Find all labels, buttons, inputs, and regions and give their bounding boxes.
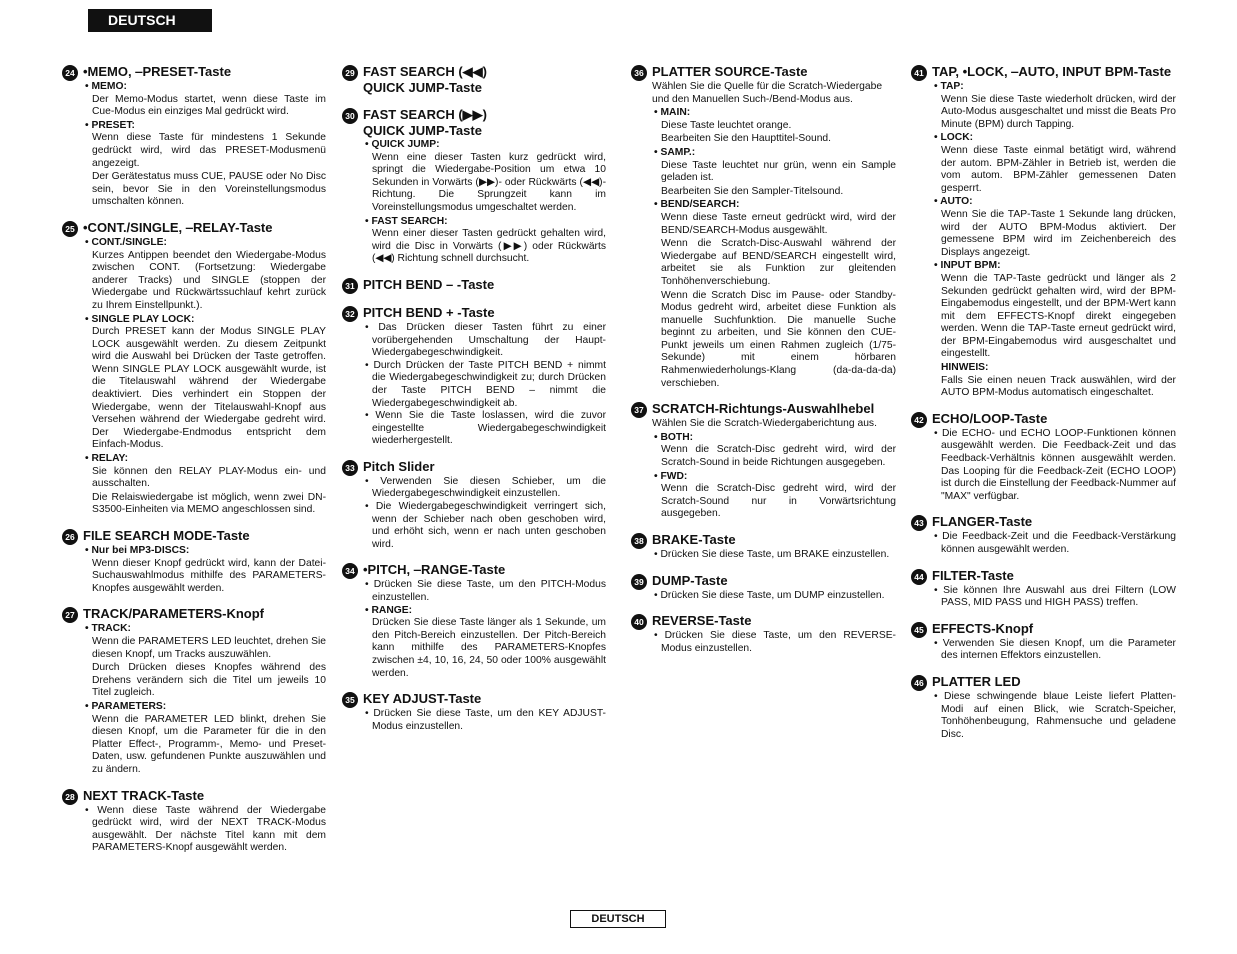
section-title-line: DUMP-Taste bbox=[652, 572, 728, 588]
bullet-item: • Drücken Sie diese Taste, um DUMP einzustellen. bbox=[652, 590, 896, 603]
circled-number-icon: 33 bbox=[342, 460, 358, 476]
footer-language-label: DEUTSCH bbox=[570, 910, 666, 928]
section-title bbox=[652, 64, 896, 80]
column-4 bbox=[911, 64, 1176, 752]
section-title bbox=[932, 568, 1176, 584]
section-title bbox=[83, 788, 326, 804]
section-body bbox=[342, 579, 606, 680]
section-heading bbox=[62, 64, 326, 81]
section-heading bbox=[62, 528, 326, 545]
section-title-line: FLANGER-Taste bbox=[932, 514, 1033, 530]
section-title bbox=[652, 401, 896, 417]
term-label: • AUTO: bbox=[932, 196, 1176, 209]
section-title-line: PITCH BEND – -Taste bbox=[363, 276, 495, 292]
section-title bbox=[932, 621, 1176, 637]
description-text: Diese Taste leuchtet orange. bbox=[661, 119, 792, 131]
circled-number-icon: 31 bbox=[342, 278, 358, 294]
section-40 bbox=[631, 613, 896, 655]
section-heading bbox=[342, 562, 606, 579]
circled-number-icon: 40 bbox=[631, 614, 647, 630]
description-text: Drücken Sie diese Taste länger als 1 Sekunde, um den Pitch-Bereich einzustellen. Der Pitch-Bereich kann mithilfe des PARAMETERS-Knopfes zwischen ±4, 10, 16, 24, 50 oder 100% ausgewählt werden. bbox=[372, 617, 606, 679]
bullet-item: • Drücken Sie diese Taste, um BRAKE einzustellen. bbox=[652, 549, 896, 562]
section-24 bbox=[62, 64, 326, 209]
section-title bbox=[932, 674, 1176, 690]
section-heading bbox=[342, 107, 606, 139]
section-title-line: TRACK/PARAMETERS-Knopf bbox=[83, 606, 265, 622]
section-heading bbox=[631, 613, 896, 630]
section-heading bbox=[911, 674, 1176, 691]
section-30 bbox=[342, 107, 606, 266]
section-34 bbox=[342, 562, 606, 680]
section-41 bbox=[911, 64, 1176, 400]
description-text: Wenn diese Taste einmal betätigt wird, während der autom. BPM-Zähler in Betrieb ist, werden die vom autom. BPM-Zähler gemessenen Daten gesperrt. bbox=[941, 144, 1176, 194]
section-heading bbox=[631, 64, 896, 81]
bullet-item: • Wenn Sie die Taste loslassen, wird die zuvor eingestellte Wiedergabegeschwindigkeit wiederhergestellt. bbox=[363, 410, 606, 448]
circled-number-icon: 45 bbox=[911, 622, 927, 638]
bullet-item: • Verwenden Sie diesen Knopf, um die Parameter des internen Effektors einzustellen. bbox=[932, 638, 1176, 663]
description-text: Der Memo-Modus startet, wenn diese Taste im Cue-Modus ein einziges Mal gedrückt wird. bbox=[92, 93, 326, 118]
section-title-line: REVERSE-Taste bbox=[652, 613, 752, 629]
circled-number-icon: 35 bbox=[342, 692, 358, 708]
section-title-line: ECHO/LOOP-Taste bbox=[932, 410, 1048, 426]
term-label: • INPUT BPM: bbox=[932, 260, 1176, 273]
term-label: • MEMO: bbox=[83, 81, 326, 94]
section-body bbox=[62, 623, 326, 776]
section-42 bbox=[911, 411, 1176, 504]
circled-number-icon: 38 bbox=[631, 533, 647, 549]
description-text: Der Gerätestatus muss CUE, PAUSE oder No Disc sein, bevor Sie in den Voreinstellungsmodus umschalten können. bbox=[92, 171, 326, 208]
section-body bbox=[911, 81, 1176, 400]
section-43 bbox=[911, 514, 1176, 556]
section-title-line: •CONT./SINGLE, ‒RELAY-Taste bbox=[83, 219, 273, 235]
bullet-item: • Drücken Sie diese Taste, um den PITCH-Modus einzustellen. bbox=[363, 579, 606, 604]
intro-text: Wählen Sie die Scratch-Wiedergaberichtung aus. bbox=[652, 418, 877, 430]
section-37 bbox=[631, 401, 896, 521]
circled-number-icon: 44 bbox=[911, 569, 927, 585]
description-text: Wenn diese Taste erneut gedrückt wird, wird der BEND/SEARCH-Modus ausgewählt. bbox=[661, 211, 896, 236]
section-title bbox=[932, 514, 1176, 530]
bullet-item: • Das Drücken dieser Tasten führt zu einer vorübergehenden Umschaltung der Haupt-Wiedergabegeschwindigkeit. bbox=[363, 322, 606, 360]
term-label: • Nur bei MP3-DISCS: bbox=[83, 545, 326, 558]
section-title-line: •MEMO, ‒PRESET-Taste bbox=[83, 64, 232, 79]
section-title-line: FILTER-Taste bbox=[932, 567, 1014, 583]
bullet-item: • Drücken Sie diese Taste, um den REVERSE-Modus einzustellen. bbox=[652, 630, 896, 655]
language-tab: DEUTSCH bbox=[88, 9, 212, 32]
term-label: • MAIN: bbox=[652, 107, 896, 120]
bullet-item: • Drücken Sie diese Taste, um den KEY ADJUST-Modus einzustellen. bbox=[363, 708, 606, 733]
section-title bbox=[363, 562, 606, 578]
bullet-item: • Die Feedback-Zeit und die Feedback-Verstärkung können ausgewählt werden. bbox=[932, 531, 1176, 556]
section-title bbox=[363, 107, 606, 139]
description-text: Sie können den RELAY PLAY-Modus ein- und ausschalten. bbox=[92, 465, 326, 490]
section-heading bbox=[342, 459, 606, 476]
section-heading bbox=[911, 64, 1176, 81]
description-text: Wenn dieser Knopf gedrückt wird, kann der Datei-Suchauswahlmodus mithilfe des PARAMETERS-Knopfes ausgewählt werden. bbox=[92, 557, 326, 594]
description-text: Bearbeiten Sie den Sampler-Titelsound. bbox=[661, 185, 844, 197]
circled-number-icon: 28 bbox=[62, 789, 78, 805]
circled-number-icon: 24 bbox=[62, 65, 78, 81]
section-body bbox=[911, 585, 1176, 610]
section-46 bbox=[911, 674, 1176, 741]
description-text: Wenn die PARAMETER LED blinkt, drehen Sie diesen Knopf, um die Parameter für die in den Platter Effect-, Programm-, Memo- und Preset-Daten, usw. gefundenen Punkte auszuwählen und zu ändern. bbox=[92, 713, 326, 775]
term-label: • QUICK JUMP: bbox=[363, 139, 606, 152]
section-body bbox=[911, 638, 1176, 663]
section-body bbox=[342, 322, 606, 448]
description-text: Die Relaiswiedergabe ist möglich, wenn zwei DN-S3500-Einheiten via MEMO angeschlossen sind. bbox=[92, 491, 326, 516]
section-title-line: Pitch Slider bbox=[363, 458, 435, 474]
intro-text: Wählen Sie die Quelle für die Scratch-Wiedergabe und den Manuellen Such-/Bend-Modus aus. bbox=[652, 81, 883, 105]
section-body bbox=[631, 81, 896, 390]
section-29 bbox=[342, 64, 606, 96]
term-label: • PRESET: bbox=[83, 120, 326, 133]
description-text: Wenn Sie diese Taste wiederholt drücken, wird der Auto-Modus ausgeschaltet und misst die Beats Pro Minute (BPM) durch Tapping. bbox=[941, 93, 1176, 130]
section-heading bbox=[342, 277, 606, 294]
section-title bbox=[83, 528, 326, 544]
circled-number-icon: 41 bbox=[911, 65, 927, 81]
section-28 bbox=[62, 788, 326, 855]
section-25 bbox=[62, 220, 326, 517]
term-label: • BEND/SEARCH: bbox=[652, 199, 896, 212]
section-title bbox=[83, 606, 326, 622]
bullet-item: • Wenn diese Taste während der Wiedergabe gedrückt wird, wird der NEXT TRACK-Modus ausgewählt. Der nächste Titel kann mit dem PARAMETERS-Knopf ausgewählt werden. bbox=[83, 805, 326, 855]
section-heading bbox=[631, 573, 896, 590]
bullet-item: • Diese schwingende blaue Leiste liefert Platten-Modi auf einen Blick, wie Scratch-Speicher, Tonhöhenbeugung, Rahmensuche und geladene Disc. bbox=[932, 691, 1176, 741]
column-2 bbox=[342, 64, 606, 744]
description-text: Wenn einer dieser Tasten gedrückt gehalten wird, wird die Disc in Vorwärts (▶▶) oder Rückwärts (◀◀) Richtung schnell durchsucht. bbox=[372, 228, 606, 265]
section-body bbox=[62, 545, 326, 595]
section-title-line: •PITCH, ‒RANGE-Taste bbox=[363, 562, 506, 578]
section-body bbox=[911, 531, 1176, 556]
section-title bbox=[363, 691, 606, 707]
section-title-line: PITCH BEND + -Taste bbox=[363, 304, 495, 320]
section-body bbox=[911, 428, 1176, 504]
bullet-item: • Sie können Ihre Auswahl aus drei Filtern (LOW PASS, MID PASS und HIGH PASS) treffen. bbox=[932, 585, 1176, 610]
section-title bbox=[363, 459, 606, 475]
section-title bbox=[83, 220, 326, 236]
description-text: Durch PRESET kann der Modus SINGLE PLAY LOCK ausgewählt werden. Zu diesem Zeitpunkt wird die Auswahl bei Drücken der Taste getroffen. Wenn SINGLE PLAY LOCK ausgewählt wurde, ist die Titelauswahl während der Wiedergabe deaktiviert. Dies verhindert ein Stoppen der Wiedergabe, wenn der Titelauswahl-Knopf aus Versehen während der Wiedergabe gedreht wird. Der Wiedergabe-Endmodus entspricht dem Einfach-Modus. bbox=[92, 326, 326, 451]
description-text: Kurzes Antippen beendet den Wiedergabe-Modus zwischen CONT. (Fortsetzung: Wiedergabe anderer Tracks) und SINGLE (stoppen der Wiedergabe und Rückwärtssuchlauf kehrt zurück zu Ihrem Einstellpunkt.). bbox=[92, 249, 326, 311]
section-heading bbox=[342, 305, 606, 322]
section-title-line: PLATTER SOURCE-Taste bbox=[652, 64, 808, 79]
section-title-line: FILE SEARCH MODE-Taste bbox=[83, 528, 250, 543]
section-title bbox=[932, 64, 1176, 80]
description-text: Wenn die TAP-Taste gedrückt und länger als 2 Sekunden gedrückt gehalten wird, wird der BPM-Eingabemodus eingestellt, und der BPM-Wert kann mit dem EFFECTS-Knopf direkt eingegeben werden. Wenn die TAP-Taste erneut gedrückt wird, der BPM-Eingabemodus wird ausgeschaltet und eingestellt. bbox=[941, 272, 1176, 360]
section-title-line: FAST SEARCH (◀◀) bbox=[363, 64, 487, 79]
circled-number-icon: 43 bbox=[911, 515, 927, 531]
bullet-item: • Die Wiedergabegeschwindigkeit verringert sich, wenn der Schieber nach oben geschoben wird, und erhöht sich, wenn er nach unten geschoben wird. bbox=[363, 501, 606, 551]
section-title bbox=[363, 277, 606, 293]
description-text: Durch Drücken dieses Knopfes während des Drehens verändern sich die Titel um jeweils 10 Titel zugleich. bbox=[92, 662, 326, 699]
description-text: Bearbeiten Sie den Haupttitel-Sound. bbox=[661, 133, 832, 145]
section-heading bbox=[342, 691, 606, 708]
description-text: Wenn diese Taste für mindestens 1 Sekunde gedrückt wird, wird das PRESET-Modusmenü angezeigt. bbox=[92, 132, 326, 169]
circled-number-icon: 30 bbox=[342, 108, 358, 124]
section-heading bbox=[62, 220, 326, 237]
section-32 bbox=[342, 305, 606, 448]
circled-number-icon: 42 bbox=[911, 412, 927, 428]
section-title-line: PLATTER LED bbox=[932, 673, 1021, 689]
section-title-line: SCRATCH-Richtungs-Auswahlhebel bbox=[652, 401, 875, 417]
description-text: Wenn die PARAMETERS LED leuchtet, drehen Sie diesen Knopf, um Tracks auszuwählen. bbox=[92, 635, 326, 660]
section-heading bbox=[911, 514, 1176, 531]
circled-number-icon: 39 bbox=[631, 574, 647, 590]
section-35 bbox=[342, 691, 606, 733]
circled-number-icon: 32 bbox=[342, 306, 358, 322]
section-36 bbox=[631, 64, 896, 390]
section-body bbox=[342, 708, 606, 733]
bullet-item: • Durch Drücken der Taste PITCH BEND + nimmt die Wiedergabegeschwindigkeit zu; durch Drücken der Taste PITCH BEND – nimmt die Wiedergabegeschwindigkeit ab. bbox=[363, 360, 606, 410]
section-heading bbox=[911, 568, 1176, 585]
section-heading bbox=[911, 621, 1176, 638]
section-body bbox=[911, 691, 1176, 741]
section-body bbox=[342, 476, 606, 552]
section-title bbox=[652, 613, 896, 629]
description-text: Diese Taste leuchtet nur grün, wenn ein Sample geladen ist. bbox=[661, 159, 896, 184]
term-label: • SAMP.: bbox=[652, 147, 896, 160]
bullet-item: • Die ECHO- und ECHO LOOP-Funktionen können ausgewählt werden. Die Feedback-Zeit und das Feedback-Verhältnis können ausgewählt werden. Das Looping für die Feedback-Zeit (ECHO LOOP) ist durch die Einstellung der Feedback-Nummer auf "MAX" verfügbar. bbox=[932, 428, 1176, 504]
section-33 bbox=[342, 459, 606, 552]
column-3 bbox=[631, 64, 896, 666]
term-label: • CONT./SINGLE: bbox=[83, 237, 326, 250]
term-label: • TRACK: bbox=[83, 623, 326, 636]
circled-number-icon: 27 bbox=[62, 607, 78, 623]
section-45 bbox=[911, 621, 1176, 663]
section-title-line-2: QUICK JUMP-Taste bbox=[363, 80, 482, 95]
section-heading bbox=[911, 411, 1176, 428]
circled-number-icon: 36 bbox=[631, 65, 647, 81]
section-heading bbox=[342, 64, 606, 96]
section-body bbox=[62, 237, 326, 517]
section-heading bbox=[631, 401, 896, 418]
section-title-line: KEY ADJUST-Taste bbox=[363, 691, 482, 707]
circled-number-icon: 25 bbox=[62, 221, 78, 237]
section-44 bbox=[911, 568, 1176, 610]
circled-number-icon: 46 bbox=[911, 675, 927, 691]
section-31 bbox=[342, 277, 606, 294]
term-label: • FAST SEARCH: bbox=[363, 216, 606, 229]
section-26 bbox=[62, 528, 326, 595]
section-27 bbox=[62, 606, 326, 776]
bullet-item: • Verwenden Sie diesen Schieber, um die Wiedergabegeschwindigkeit einzustellen. bbox=[363, 476, 606, 501]
section-title-line: EFFECTS-Knopf bbox=[932, 620, 1034, 636]
description-text: Wenn eine dieser Tasten kurz gedrückt wird, springt die Wiedergabe-Position um etwa 10 Sekunden in Vorwärts (▶▶)- oder Rückwärts (◀◀)-Richtung. Die Sprungzeit kann im Voreinstellungsmodus umgeschaltet werden. bbox=[372, 151, 606, 213]
section-body bbox=[631, 590, 896, 603]
term-label: • FWD: bbox=[652, 471, 896, 484]
section-body bbox=[62, 805, 326, 855]
section-heading bbox=[631, 532, 896, 549]
section-title-line: NEXT TRACK-Taste bbox=[83, 787, 205, 803]
section-title bbox=[83, 64, 326, 80]
section-38 bbox=[631, 532, 896, 562]
description-text: Falls Sie einen neuen Track auswählen, wird der AUTO BPM-Modus automatisch eingeschaltet. bbox=[941, 374, 1176, 399]
description-text: Wenn die Scratch-Disc gedreht wird, wird der Scratch-Sound nur in Vorwärtsrichtung ausgegeben. bbox=[661, 483, 896, 520]
section-body bbox=[631, 630, 896, 655]
description-text: Wenn die Scratch Disc im Pause- oder Standby-Modus gedreht wird, arbeitet diese Funktion als manuelle Suchfunktion. Die manuelle Suche beginnt zu arbeiten, und Sie können den CUE-Punkt jeweils um einen Rahmen zugleich (1/75-Sekunde) mit einem hörbaren Rahmenwiederholungs-Klang (da-da-da-da) verschieben. bbox=[661, 289, 896, 389]
section-body bbox=[62, 81, 326, 209]
term-label: • BOTH: bbox=[652, 432, 896, 445]
section-title bbox=[652, 532, 896, 548]
description-text: Wenn Sie die TAP-Taste 1 Sekunde lang drücken, wird der AUTO BPM-Modus aktiviert. Der gemessene BPM wird im Zeichenbereich des Displays angezeigt. bbox=[941, 208, 1176, 258]
section-title bbox=[932, 411, 1176, 427]
description-text: Wenn die Scratch-Disc-Auswahl während der Wiedergabe auf BEND/SEARCH eingestellt wird, arbeitet sie als Funktion zur gleitenden Tonhöhenverschiebung. bbox=[661, 238, 896, 287]
section-title-line-2: QUICK JUMP-Taste bbox=[363, 123, 482, 138]
section-title-line: BRAKE-Taste bbox=[652, 532, 736, 547]
description-text: Wenn die Scratch-Disc gedreht wird, wird der Scratch-Sound in beide Richtungen ausgegeben. bbox=[661, 444, 896, 469]
circled-number-icon: 26 bbox=[62, 529, 78, 545]
section-title-line: TAP, •LOCK, ‒AUTO, INPUT BPM-Taste bbox=[932, 64, 1172, 79]
section-body bbox=[342, 139, 606, 266]
section-title-line: FAST SEARCH (▶▶) bbox=[363, 107, 487, 122]
term-label: • LOCK: bbox=[932, 132, 1176, 145]
circled-number-icon: 37 bbox=[631, 402, 647, 418]
term-label: • RELAY: bbox=[83, 453, 326, 466]
note-label: HINWEIS: bbox=[941, 362, 989, 374]
term-label: • RANGE: bbox=[363, 605, 606, 618]
column-1 bbox=[62, 64, 326, 866]
term-label: • TAP: bbox=[932, 81, 1176, 94]
section-title bbox=[652, 573, 896, 589]
section-title bbox=[363, 305, 606, 321]
section-body bbox=[631, 418, 896, 521]
term-label: • PARAMETERS: bbox=[83, 701, 326, 714]
section-heading bbox=[62, 788, 326, 805]
section-title bbox=[363, 64, 606, 96]
section-body bbox=[631, 549, 896, 562]
section-39 bbox=[631, 573, 896, 603]
circled-number-icon: 34 bbox=[342, 563, 358, 579]
circled-number-icon: 29 bbox=[342, 65, 358, 81]
term-label: • SINGLE PLAY LOCK: bbox=[83, 314, 326, 327]
section-heading bbox=[62, 606, 326, 623]
